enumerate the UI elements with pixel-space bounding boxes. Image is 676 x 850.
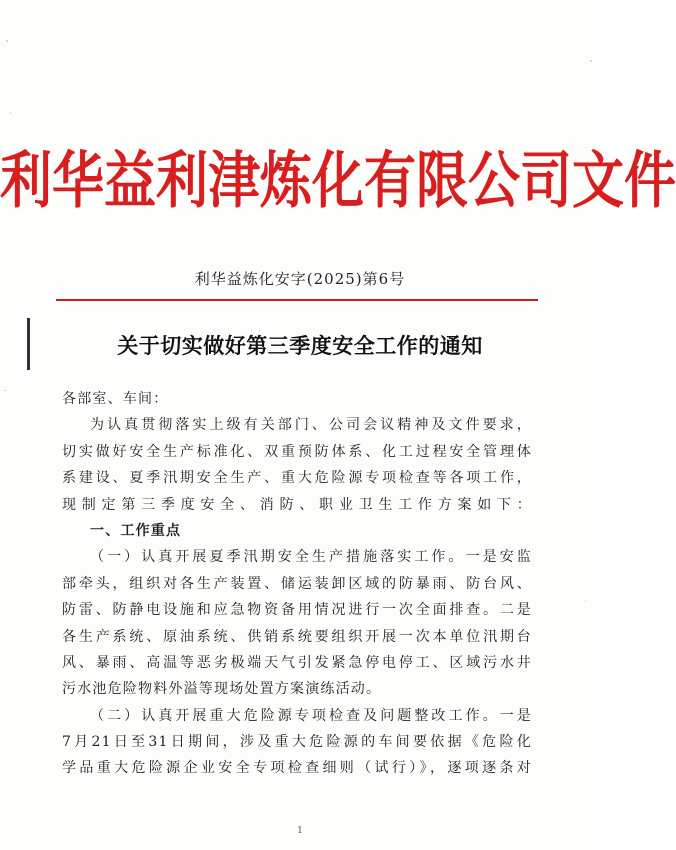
scan-speckle (590, 60, 592, 62)
scan-speckle (585, 600, 586, 602)
body-line: 各生产系统、原油系统、供销系统要组织开展一次本单位汛期台 (62, 628, 532, 645)
scan-speckle (6, 40, 8, 42)
scan-speckle (10, 112, 11, 114)
red-divider-rule (56, 299, 538, 301)
body-line: 7月21日至31日期间，涉及重大危险源的车间要依据《危险化 (62, 734, 532, 751)
body-line: 系建设、夏季汛期安全生产、重大危险源专项检查等各项工作， (62, 470, 532, 487)
scan-speckle (4, 390, 6, 391)
body-line: 污水池危险物料外溢等现场处置方案演练活动。 (62, 681, 382, 698)
body-line: （一）认真开展夏季汛期安全生产措施落实工作。一是安监 (90, 549, 532, 566)
body-line: 切实做好安全生产标准化、双重预防体系、化工过程安全管理体 (62, 443, 532, 460)
section-heading: 一、工作重点 (90, 522, 182, 539)
document-number: 利华益炼化安字(2025)第6号 (194, 270, 406, 288)
body-line: 学品重大危险源企业安全专项检查细则（试行）》，逐项逐条对 (62, 760, 532, 777)
body-line: 风、暴雨、高温等恶劣极端天气引发紧急停电停工、区域污水井 (62, 654, 532, 671)
body-line: 为认真贯彻落实上级有关部门、公司会议精神及文件要求， (90, 417, 532, 434)
page-number: 1 (297, 826, 303, 836)
body-line: 防雷、防静电设施和应急物资备用情况进行一次全面排查。二是 (62, 602, 532, 619)
body-line: 现制定第三季度安全、消防、职业卫生工作方案如下： (62, 496, 532, 513)
body-line: 部牵头，组织对各生产装置、储运装卸区域的防暴雨、防台风、 (62, 575, 532, 592)
document-body (62, 386, 532, 782)
letterhead-title: 利华益利津炼化有限公司文件 (0, 145, 676, 217)
salutation: 各部室、车间： (62, 391, 169, 407)
body-line: （二）认真开展重大危险源专项检查及问题整改工作。一是 (90, 707, 532, 724)
notice-title: 关于切实做好第三季度安全工作的通知 (117, 333, 483, 358)
